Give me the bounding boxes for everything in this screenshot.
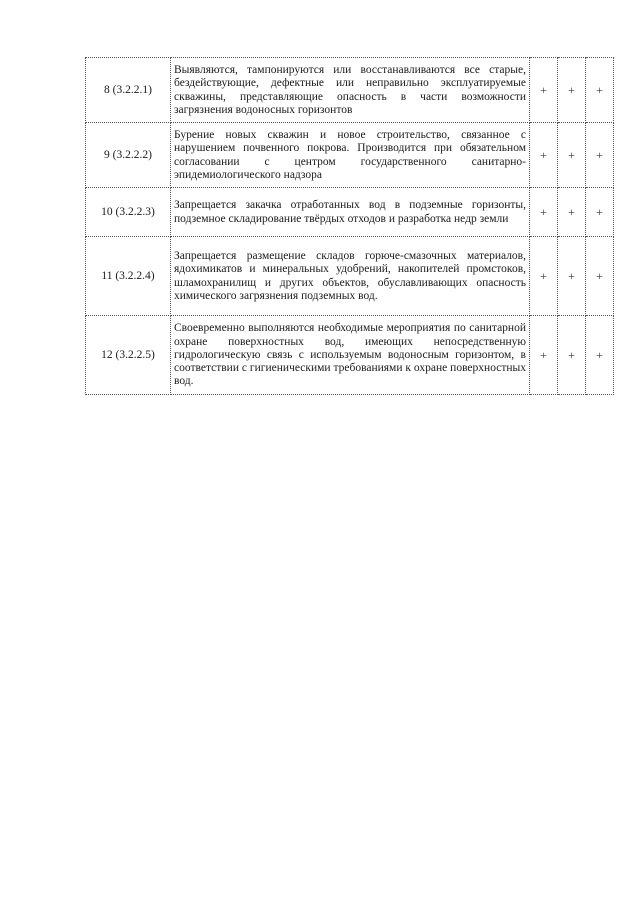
mark-cell-2: +	[558, 123, 586, 188]
row-text: Выявляются, тампонируются или восстанавливаются все старые, бездействующие, дефектные или неправильно эксплуатируемые скважины, представляющие опасность в части возможности загрязнения водоносных горизонтов	[171, 58, 530, 123]
mark-cell-1: +	[530, 123, 558, 188]
row-text: Бурение новых скважин и новое строительство, связанное с нарушением почвенного покрова. Производится при обязательном согласовании с центром государственного санитарно-эпидемиологического надзора	[171, 123, 530, 188]
row-text: Запрещается размещение складов горюче-смазочных материалов, ядохимикатов и минеральных удобрений, накопителей промстоков, шламохранилищ и других объектов, обуславливающих опасность химического загрязнения подземных вод.	[171, 237, 530, 316]
row-code: 12 (3.2.2.5)	[86, 316, 171, 395]
mark-cell-3: +	[586, 316, 614, 395]
mark-cell-1: +	[530, 58, 558, 123]
mark-cell-1: +	[530, 237, 558, 316]
measures-table	[85, 57, 614, 395]
mark-cell-1: +	[530, 188, 558, 237]
table-row	[86, 58, 614, 123]
table-row	[86, 237, 614, 316]
mark-cell-1: +	[530, 316, 558, 395]
mark-cell-3: +	[586, 188, 614, 237]
row-text: Своевременно выполняются необходимые мероприятия по санитарной охране поверхностных вод, имеющих непосредственную гидрологическую связь с используемым водоносным горизонтом, в соответствии с гигиеническими требованиями к охране поверхностных вод.	[171, 316, 530, 395]
table-row	[86, 188, 614, 237]
row-code: 11 (3.2.2.4)	[86, 237, 171, 316]
mark-cell-3: +	[586, 123, 614, 188]
row-code: 10 (3.2.2.3)	[86, 188, 171, 237]
row-code: 9 (3.2.2.2)	[86, 123, 171, 188]
mark-cell-2: +	[558, 237, 586, 316]
mark-cell-2: +	[558, 58, 586, 123]
mark-cell-3: +	[586, 237, 614, 316]
row-code: 8 (3.2.2.1)	[86, 58, 171, 123]
mark-cell-3: +	[586, 58, 614, 123]
mark-cell-2: +	[558, 188, 586, 237]
row-text: Запрещается закачка отработанных вод в подземные горизонты, подземное складирование твёрдых отходов и разработка недр земли	[171, 188, 530, 237]
mark-cell-2: +	[558, 316, 586, 395]
table-row	[86, 316, 614, 395]
table-row	[86, 123, 614, 188]
